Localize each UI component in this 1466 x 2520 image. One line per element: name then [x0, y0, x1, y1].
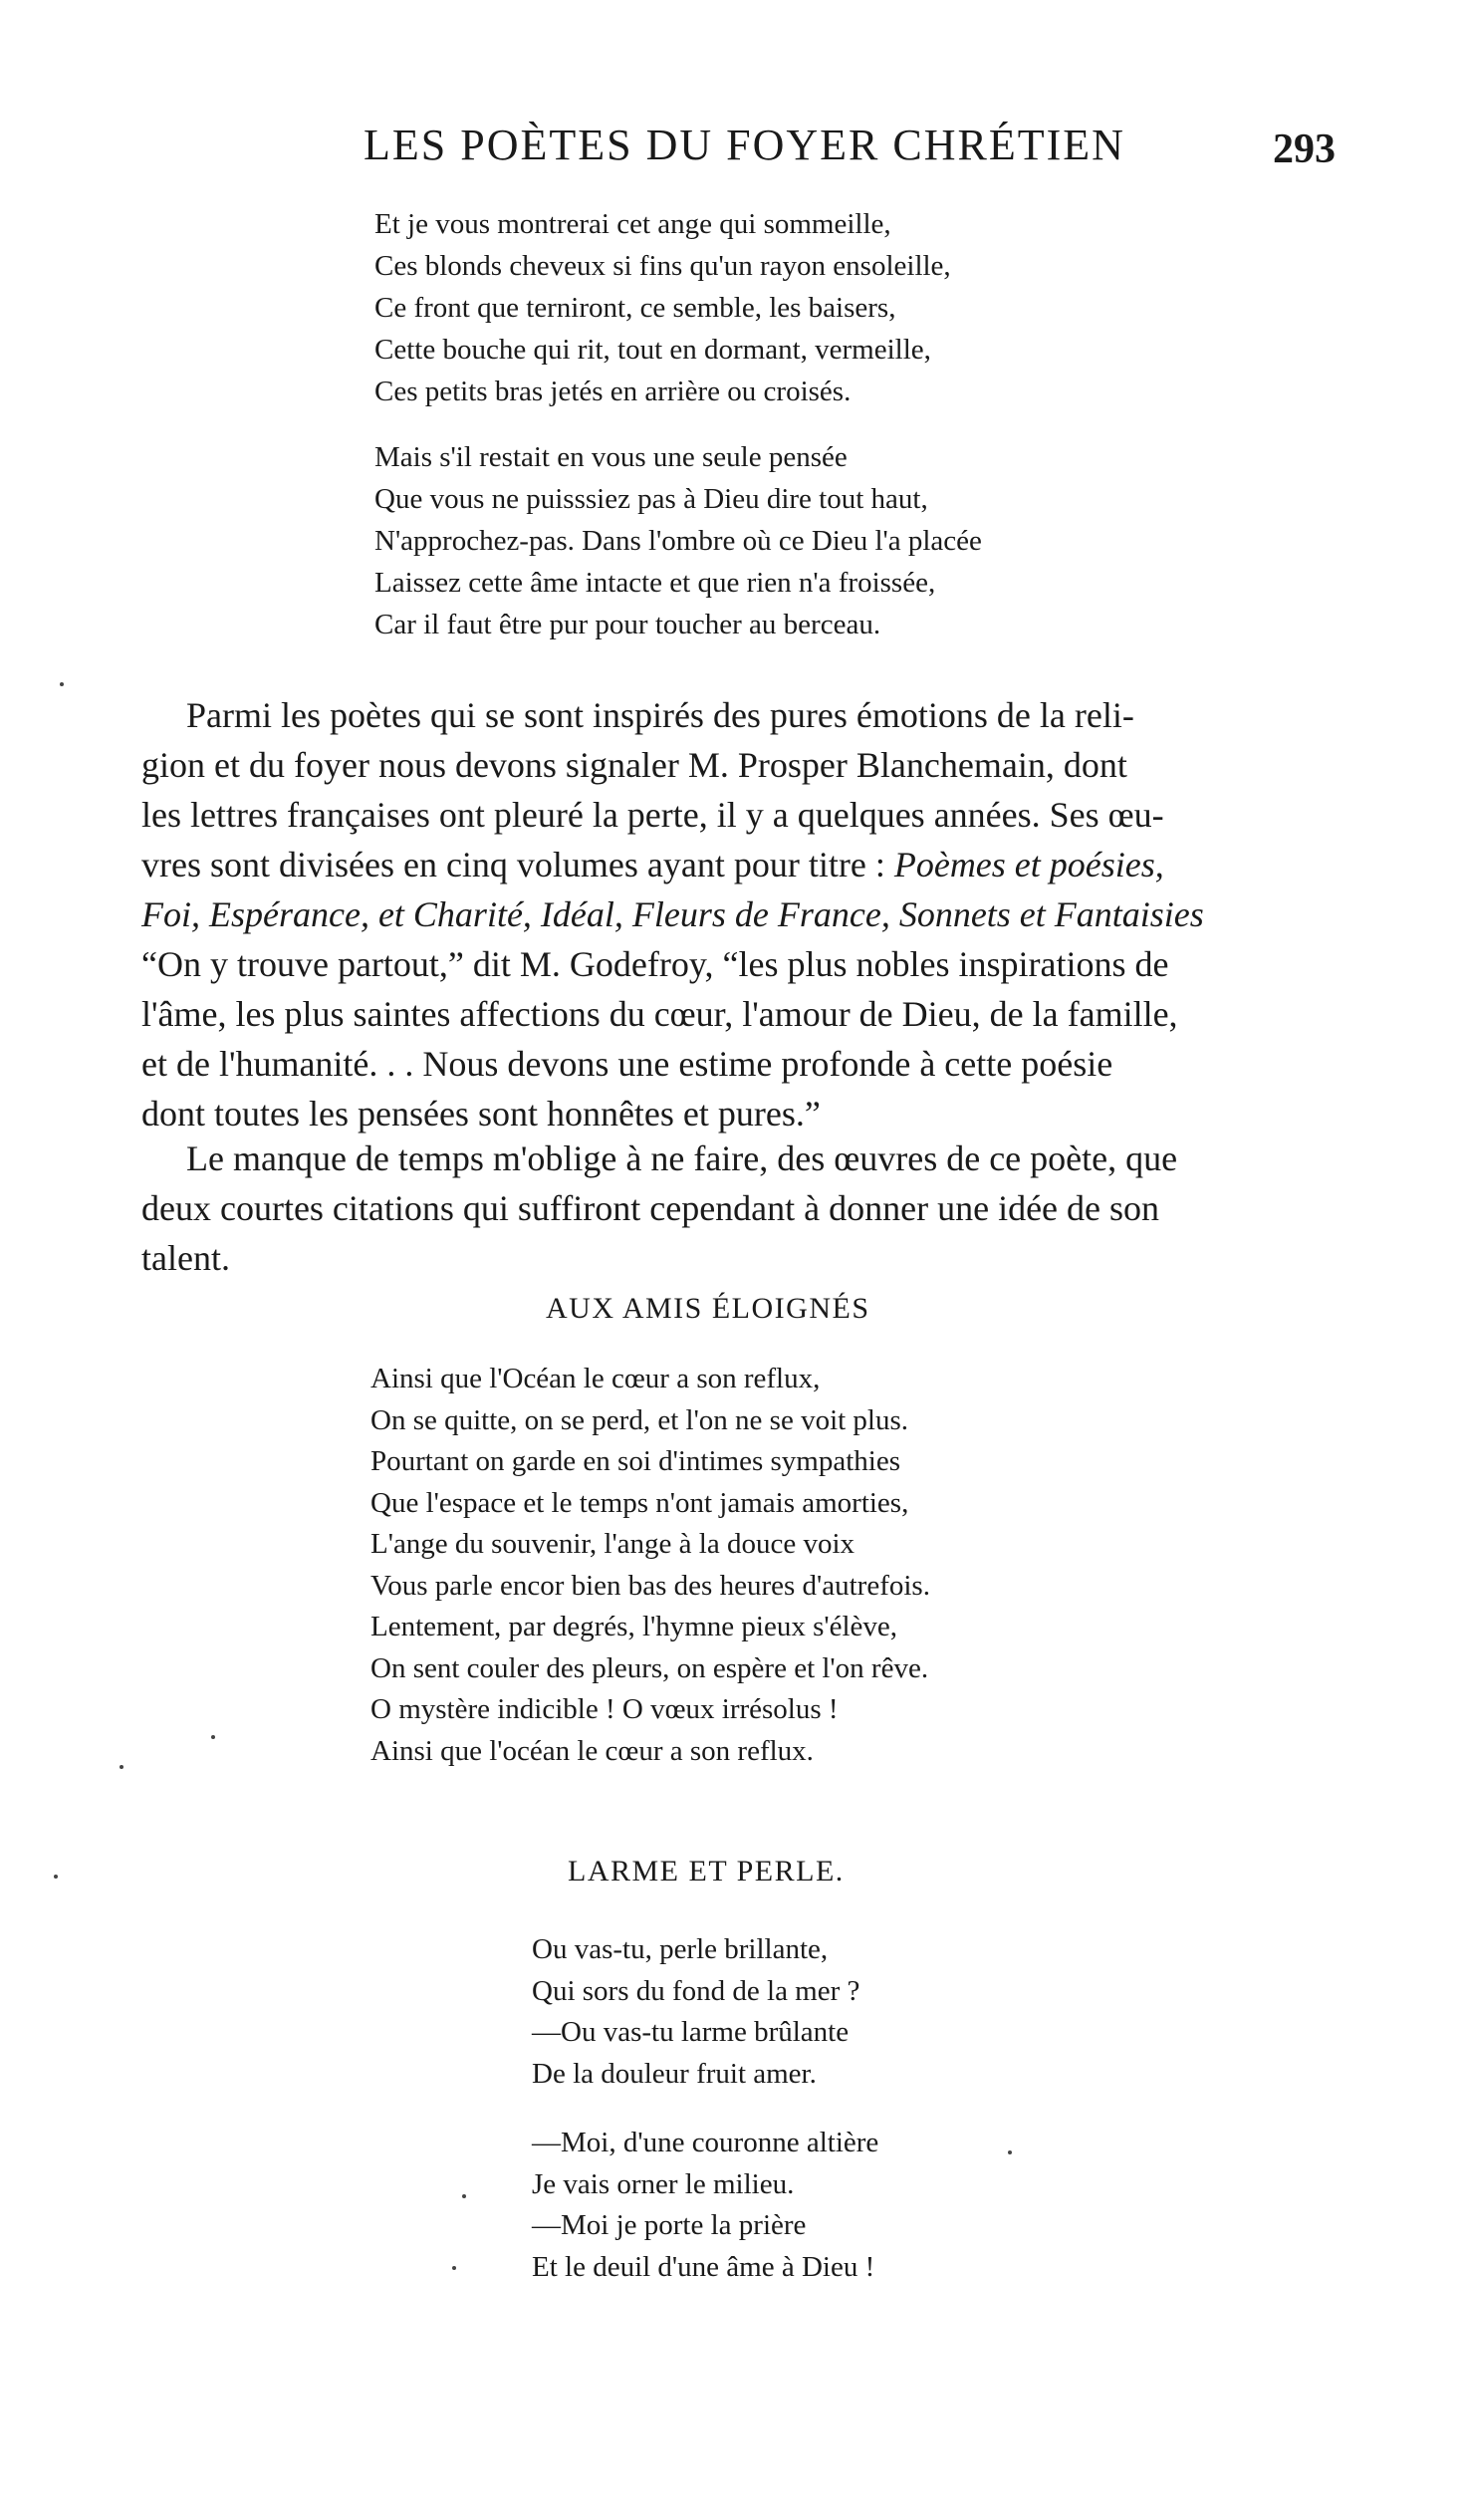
verse-line: Ainsi que l'Océan le cœur a son reflux, [370, 1363, 821, 1394]
verse-line: Mais s'il restait en vous une seule pensée [374, 441, 848, 473]
verse-line: Que vous ne puisssiez pas à Dieu dire tout haut, [374, 483, 928, 515]
poem-larme-stanza-2 [532, 2123, 878, 2288]
verse-line: Ces blonds cheveux si fins qu'un rayon ensoleille, [374, 250, 951, 282]
verse-line: Car il faut être pur pour toucher au berceau. [374, 609, 881, 640]
prose-line: “On y trouve partout,” dit M. Godefroy, “les plus nobles inspirations de [141, 944, 1169, 984]
prose-text: vres sont divisées en cinq volumes ayant pour titre : [141, 845, 894, 884]
verse-line: O mystère indicible ! O vœux irrésolus ! [370, 1693, 839, 1725]
prose-line: Le manque de temps m'oblige à ne faire, des œuvres de ce poète, que [186, 1138, 1178, 1178]
prose-line: les lettres françaises ont pleuré la perte, il y a quelques années. Ses œu- [141, 795, 1164, 835]
prose-line: dont toutes les pensées sont honnêtes et pures.” [141, 1094, 821, 1134]
verse-line: Et le deuil d'une âme à Dieu ! [532, 2250, 875, 2283]
poem-larme-stanza-1 [532, 1929, 859, 2095]
verse-line: —Moi je porte la prière [532, 2209, 807, 2241]
prose-line: gion et du foyer nous devons signaler M. Prosper Blanchemain, dont [141, 745, 1127, 785]
scan-speck [1008, 2150, 1012, 2154]
verse-line: On se quitte, on se perd, et l'on ne se voit plus. [370, 1403, 909, 1436]
verse-line: —Ou vas-tu larme brûlante [532, 2016, 850, 2048]
verse-line: De la douleur fruit amer. [532, 2057, 817, 2090]
prose-line: deux courtes citations qui suffiront cependant à donner une idée de son [141, 1188, 1160, 1228]
verse-line: Ou vas-tu, perle brillante, [532, 1933, 829, 1965]
poem-stanza-1 [374, 203, 951, 412]
verse-line: Qui sors du fond de la mer ? [532, 1974, 860, 2007]
prose-line: Parmi les poètes qui se sont inspirés des pures émotions de la reli- [186, 695, 1134, 735]
verse-line: Vous parle encor bien bas des heures d'autrefois. [370, 1569, 930, 1602]
prose-line [141, 840, 1337, 889]
verse-line: —Moi, d'une couronne altière [532, 2127, 879, 2158]
verse-line: On sent couler des pleurs, on espère et l'on rêve. [370, 1651, 929, 1684]
scan-speck [452, 2266, 456, 2270]
paragraph-citations [141, 1134, 1337, 1283]
prose-line: et de l'humanité. . . Nous devons une estime profonde à cette poésie [141, 1044, 1113, 1084]
book-title: Poèmes et poésies, [893, 845, 1164, 884]
poem-aux-amis [370, 1359, 930, 1772]
scan-speck [120, 1765, 123, 1769]
verse-line: Ainsi que l'océan le cœur a son reflux. [370, 1734, 814, 1767]
paragraph-blanchemain [141, 690, 1337, 1138]
poem-stanza-2 [374, 436, 982, 645]
prose-line: l'âme, les plus saintes affections du cœur, l'amour de Dieu, de la famille, [141, 994, 1178, 1034]
verse-line: Pourtant on garde en soi d'intimes sympathies [370, 1445, 900, 1477]
verse-line: Je vais orner le milieu. [532, 2167, 795, 2200]
verse-line: Laissez cette âme intacte et que rien n'a froissée, [374, 567, 936, 599]
verse-line: Et je vous montrerai cet ange qui sommeille, [374, 208, 891, 240]
verse-line: Ces petits bras jetés en arrière ou croisés. [374, 376, 852, 407]
verse-line: Que l'espace et le temps n'ont jamais amorties, [370, 1486, 909, 1519]
scan-speck [462, 2194, 466, 2198]
prose-line: talent. [141, 1238, 230, 1278]
scan-speck [211, 1735, 215, 1739]
verse-line: Lentement, par degrés, l'hymne pieux s'élève, [370, 1611, 898, 1642]
page-number: 293 [1273, 126, 1336, 172]
running-title: LES POÈTES DU FOYER CHRÉTIEN [364, 121, 1125, 169]
poem-title-aux-amis: AUX AMIS ÉLOIGNÉS [546, 1292, 870, 1325]
poem-title-larme-et-perle: LARME ET PERLE. [568, 1855, 845, 1888]
verse-line: N'approchez-pas. Dans l'ombre où ce Dieu l'a placée [374, 525, 982, 557]
scan-speck [60, 682, 64, 686]
scan-speck [54, 1875, 58, 1879]
verse-line: Cette bouche qui rit, tout en dormant, vermeille, [374, 334, 931, 366]
book-titles-line: Foi, Espérance, et Charité, Idéal, Fleurs de France, Sonnets et Fantaisies [141, 894, 1204, 934]
verse-line: Ce front que terniront, ce semble, les baisers, [374, 292, 896, 324]
verse-line: L'ange du souvenir, l'ange à la douce voix [370, 1528, 855, 1560]
